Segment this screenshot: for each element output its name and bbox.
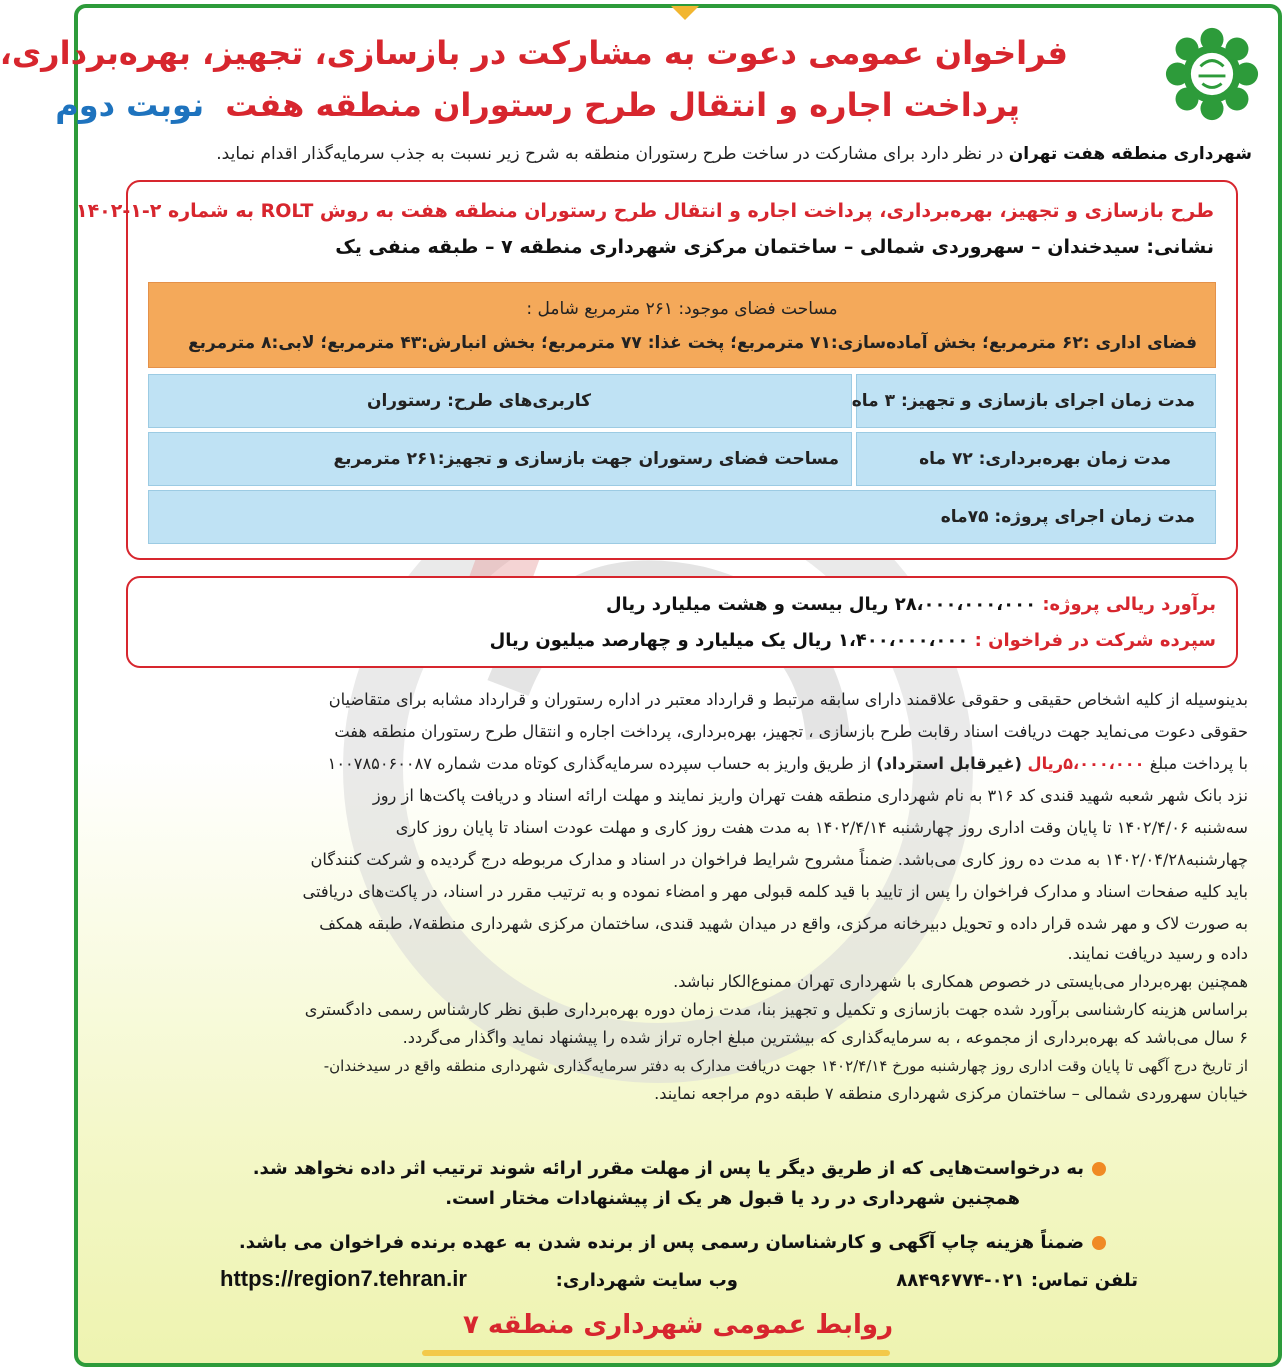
note-1-text: به درخواست‌هایی که از طریق دیگر یا پس از مهلت مقرر ارائه شوند ترتیب اثر داده نخواهد شد. — [252, 1158, 1084, 1179]
body-line: ۶ سال می‌باشد که بهره‌برداری از مجموعه ، به سرمایه‌گذاری که بیشترین مبلغ اجاره تراز شده را پیشنهاد نماید واگذار می‌گردد. — [402, 1028, 1248, 1047]
payment-prefix: با پرداخت مبلغ — [1144, 754, 1248, 773]
body-line: خیابان سهروردی شمالی – ساختمان مرکزی شهرداری منطقه ۷ طبقه دوم مراجعه نمایند. — [654, 1084, 1248, 1103]
estimate-value: ۲۸،۰۰۰،۰۰۰،۰۰۰ ریال بیست و هشت میلیارد ریال — [606, 594, 1043, 615]
estimate-label: برآورد ریالی پروژه: — [1042, 594, 1216, 615]
cell-restaurant-area-text: مساحت فضای رستوران جهت بازسازی و تجهیز:۲۶۱ مترمربع — [333, 449, 839, 469]
body-line: باید کلیه صفحات اسناد و مدارک فراخوان را پس از تایید با قید کلمه قبولی مهر و امضاء نموده و به ترتیب مقرر در اسناد، در پاکت‌های دریافتی — [302, 882, 1248, 901]
body-line: بدینوسیله از کلیه اشخاص حقیقی و حقوقی علاقمند دارای سابقه مرتبط و قرارداد معتبر در اداره رستوران و قرارداد مشابه برای متقاضیان — [328, 690, 1248, 709]
project-address: نشانی: سیدخندان – سهروردی شمالی – ساختمان مرکزی شهرداری منطقه ۷ – طبقه منفی یک — [335, 236, 1214, 258]
intro-text — [216, 144, 1252, 164]
body-line: همچنین بهره‌بردار می‌بایستی در خصوص همکاری با شهرداری تهران ممنوع‌الکار نباشد. — [673, 972, 1248, 991]
payment-nonrefundable: (غیرقابل استرداد) — [876, 754, 1028, 773]
cell-operation-time — [856, 432, 1216, 486]
phone: تلفن تماس: ۰۲۱-۸۸۴۹۶۷۷۴ — [896, 1270, 1138, 1291]
top-notch — [671, 6, 699, 20]
bullet-dot-icon — [1092, 1236, 1106, 1250]
cell-project-time — [148, 490, 1216, 544]
note-1 — [253, 1158, 1106, 1179]
body-line: براساس هزینه کارشناسی برآورد شده جهت بازسازی و تکمیل و تجهیز بنا، مدت زمان دوره بهره‌برداری طبق نظر کارشناس رسمی دادگستری — [304, 1000, 1248, 1019]
project-title: طرح بازسازی و تجهیز، بهره‌برداری، پرداخت اجاره و انتقال طرح رستوران منطقه هفت به روش ROLT به شماره ۲-۱-۱۴۰۲ — [75, 200, 1214, 222]
payment-suffix: از طریق واریز به حساب سپرده سرمایه‌گذاری کوتاه مدت شماره ۱۰۰۷۸۵۰۶۰۰۸۷ — [327, 754, 877, 773]
project-box — [75, 180, 1238, 560]
website-label: وب سایت شهرداری: — [555, 1270, 738, 1291]
title-line-2-text: پرداخت اجاره و انتقال طرح رستوران منطقه هفت — [225, 86, 1020, 124]
cell-operation-time-text: مدت زمان بهره‌برداری: ۷۲ ماه — [919, 449, 1171, 469]
cell-usage-text: کاربری‌های طرح: رستوران — [366, 391, 591, 411]
bullet-dot-icon — [1092, 1162, 1106, 1176]
estimate-row — [606, 594, 1216, 615]
title-line-1: فراخوان عمومی دعوت به مشارکت در بازسازی، تجهیز، بهره‌برداری، — [0, 34, 1068, 72]
body-line: چهارشنبه۱۴۰۲/۰۴/۲۸ به مدت ده روز کاری می‌باشد. ضمناً مشروح شرایط فراخوان در اسناد و مدارک مربوطه درج گردیده و شرکت کنندگان — [310, 850, 1248, 869]
body-line: سه‌شنبه ۱۴۰۲/۴/۰۶ تا پایان وقت اداری روز چهارشنبه ۱۴۰۲/۴/۱۴ به مدت هفت روز کاری و مهلت عودت اسناد تا پایان روز کاری — [395, 818, 1248, 837]
deposit-row — [490, 630, 1216, 651]
intro-bold: شهرداری منطقه هفت تهران — [1008, 144, 1252, 164]
area-panel — [148, 282, 1216, 368]
cell-construction-time-text: مدت زمان اجرای بازسازی و تجهیز: ۳ ماه — [851, 391, 1195, 411]
note-2 — [239, 1232, 1106, 1253]
intro-rest: در نظر دارد برای مشارکت در ساخت طرح رستوران منطقه به شرح زیر نسبت به جذب سرمایه‌گذار اقدام نماید. — [216, 144, 1009, 164]
title-line-2 — [55, 86, 1020, 124]
note-2-text: ضمناً هزینه چاپ آگهی و کارشناسان رسمی پس از برنده شدن به عهده برنده فراخوان می باشد. — [238, 1232, 1084, 1253]
payment-line — [122, 748, 1248, 780]
cell-restaurant-area — [148, 432, 852, 486]
body-text — [122, 684, 1248, 1108]
body-line: حقوقی دعوت می‌نماید جهت دریافت اسناد رقابت طرح بازسازی ، تجهیز، بهره‌برداری، پرداخت اجاره و انتقال طرح رستوران منطقه هفت — [334, 722, 1248, 741]
cell-construction-time — [851, 374, 1216, 428]
tehran-municipality-logo — [1164, 26, 1260, 122]
finance-box — [126, 576, 1238, 668]
body-line: نزد بانک شهر شعبه شهید قندی کد ۳۱۶ به نام شهرداری منطقه هفت تهران واریز نمایند و مهلت ارائه اسناد و دریافت پاکت‌ها از روز — [372, 786, 1248, 805]
area-heading: مساحت فضای موجود: ۲۶۱ مترمربع شامل : — [526, 299, 838, 319]
advertisement-frame — [0, 4, 1282, 1367]
cell-usage — [148, 374, 852, 428]
body-line: به صورت لاک و مهر شده قرار داده و تحویل دبیرخانه مرکزی، واقع در میدان شهید قندی، ساختمان مرکزی شهرداری منطقه۷، طبقه همکف — [319, 914, 1248, 933]
website-link[interactable]: https://region7.tehran.ir — [220, 1266, 467, 1291]
deposit-label: سپرده شرکت در فراخوان : — [974, 630, 1216, 651]
footer-underline — [422, 1350, 890, 1356]
cell-project-time-text: مدت زمان اجرای پروژه: ۷۵ماه — [940, 507, 1195, 527]
body-line: داده و رسید دریافت نمایند. — [1067, 944, 1248, 963]
area-detail: فضای اداری :۶۲ مترمربع؛ بخش آماده‌سازی:۷۱ مترمربع؛ پخت غذا: ۷۷ مترمربع؛ بخش انبارش:۴۳ مترمربع؛ لابی:۸ مترمربع — [188, 333, 1197, 353]
deposit-value: ۱،۴۰۰،۰۰۰،۰۰۰ ریال یک میلیارد و چهارصد میلیون ریال — [489, 630, 975, 651]
payment-amount: ۵،۰۰۰،۰۰۰ریال — [1027, 754, 1145, 773]
footer-signature: روابط عمومی شهرداری منطقه ۷ — [462, 1310, 894, 1340]
note-1b — [445, 1188, 1020, 1209]
round-label: نوبت دوم — [55, 86, 205, 124]
body-line: از تاریخ درج آگهی تا پایان وقت اداری روز چهارشنبه مورخ ۱۴۰۲/۴/۱۴ جهت دریافت مدارک به دفتر سرمایه‌گذاری شهرداری منطقه واقع در سیدخندان- — [323, 1057, 1248, 1075]
note-1b-text: همچنین شهرداری در رد یا قبول هر یک از پیشنهادات مختار است. — [445, 1188, 1020, 1209]
